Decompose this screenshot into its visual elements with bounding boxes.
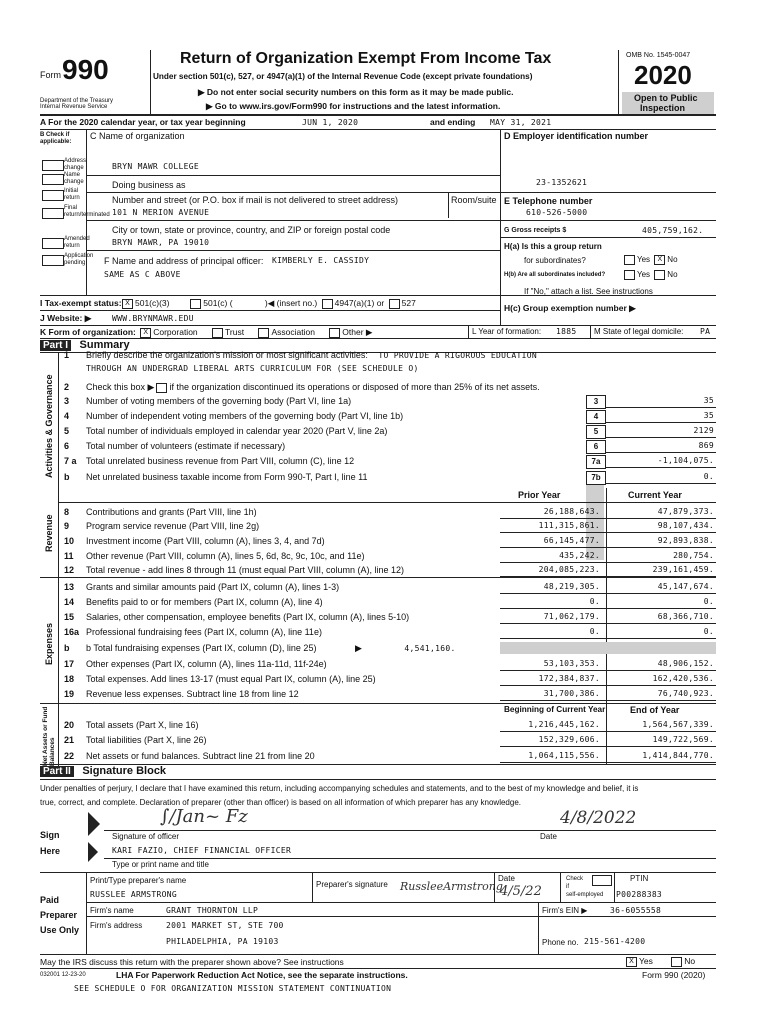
line-text: Total liabilities (Part X, line 26) (86, 735, 207, 745)
prior-year-value: 204,085,223. (538, 565, 600, 574)
form-subtitle: Under section 501(c), 527, or 4947(a)(1) of the Internal Revenue Code (except private foundations) (153, 72, 533, 81)
summary-row (64, 733, 207, 747)
dba-label: Doing business as (112, 180, 186, 190)
current-year-value: 47,879,373. (657, 507, 714, 516)
prior-year-value: 1,216,445,162. (528, 720, 600, 729)
sign-label: Sign (40, 830, 60, 840)
hb-note: If "No," attach a list. See instructions (524, 287, 653, 296)
summary-row (64, 657, 327, 671)
amended-return-checkbox[interactable] (42, 238, 64, 249)
prior-year-value: 172,384,837. (538, 674, 600, 683)
prior-year-value: 31,700,386. (543, 689, 600, 698)
current-year-value: 280,754. (673, 551, 714, 560)
room-suite-label: Room/suite (451, 195, 497, 205)
initial-return-label: Initial return (64, 188, 80, 201)
preparer-signature: RussleeArmstrong (400, 880, 503, 893)
irs-label: Internal Revenue Service (40, 104, 108, 110)
line-text: Net assets or fund balances. Subtract line 21 from line 20 (86, 751, 315, 761)
line-number: 21 (64, 735, 75, 745)
gov-row (64, 454, 354, 468)
amended-return-label: Amended return (64, 236, 90, 249)
part2-header (40, 765, 166, 777)
line16b-value: 4,541,160. (404, 644, 456, 653)
discuss-yes-label: Yes (639, 956, 653, 966)
city-label: City or town, state or province, country, and ZIP or foreign postal code (112, 225, 391, 235)
line-number: 16a (64, 627, 80, 637)
col-prior-year: Prior Year (518, 490, 561, 500)
check-if-label: Check (566, 876, 584, 882)
side-label-expenses: Expenses (44, 622, 54, 665)
prep-name-label: Print/Type preparer's name (90, 876, 187, 885)
527-checkbox[interactable] (389, 299, 400, 309)
summary-row (64, 672, 376, 686)
discuss-yes-no[interactable] (624, 956, 695, 967)
year-formation-value: 1885 (556, 327, 577, 336)
application-pending-label: Application pending (64, 253, 94, 266)
signature-officer-label: Signature of officer (112, 832, 180, 841)
side-label-revenue: Revenue (44, 514, 54, 552)
gov-value: 869 (698, 441, 714, 450)
line16b-row: b b Total fundraising expenses (Part IX, column (D), line 25) ▶ 4,541,160. (64, 643, 456, 653)
line-number: 6 (64, 441, 70, 451)
address-change-checkbox[interactable] (42, 160, 64, 171)
line-text: Professional fundraising fees (Part IX, column (A), line 11e) (86, 627, 322, 637)
state-domicile-label: M State of legal domicile: (594, 327, 684, 336)
line-text: Other revenue (Part VIII, column (A), lines 5, 6d, 8c, 9c, 10c, and 11e) (86, 551, 365, 561)
insert-no-label: )◀ (insert no.) (264, 298, 318, 308)
subordinates-label: for subordinates? (524, 256, 586, 265)
line-text: Total expenses. Add lines 13-17 (must equal Part IX, column (A), line 25) (86, 674, 376, 684)
line2-text: Check this box ▶ (86, 382, 155, 392)
other-checkbox[interactable] (329, 328, 340, 338)
line-text: Total unrelated business revenue from Part VIII, column (C), line 12 (86, 456, 355, 466)
current-year-value: 48,906,152. (657, 659, 714, 668)
gov-row (64, 424, 387, 438)
ha-yes-label: Yes (637, 255, 651, 265)
4947-checkbox[interactable] (322, 299, 333, 309)
line-box-number: 6 (586, 440, 606, 454)
principal-officer-address: SAME AS C ABOVE (104, 270, 181, 279)
prior-year-value: 0. (589, 597, 600, 606)
prior-year-value: 53,103,353. (543, 659, 600, 668)
subordinates-included-label: H(b) Are all subordinates included? (504, 272, 606, 278)
firm-name-label: Firm's name (90, 906, 134, 915)
hb-yes-label: Yes (637, 270, 651, 280)
current-year-value: 92,893,838. (657, 536, 714, 545)
officer-name-title: KARI FAZIO, CHIEF FINANCIAL OFFICER (112, 846, 292, 855)
if-label: if (566, 884, 569, 890)
summary-row (64, 610, 409, 624)
part1-title: Summary (79, 339, 130, 351)
line-box-number: 7a (586, 455, 606, 469)
ssn-note: ▶ Do not enter social security numbers on this form as it may be made public. (198, 87, 514, 97)
501c-checkbox[interactable] (190, 299, 201, 309)
prior-year-value: 152,329,606. (538, 735, 600, 744)
ptin-label: PTIN (630, 874, 649, 883)
name-change-checkbox[interactable] (42, 174, 64, 185)
telephone-label: E Telephone number (504, 196, 593, 206)
discuss-yes-checkbox[interactable]: X (626, 957, 637, 967)
line-text: Salaries, other compensation, employee benefits (Part IX, column (A), lines 5-10) (86, 612, 410, 622)
line-number: 19 (64, 689, 75, 699)
address-change-label: Address change (64, 158, 87, 171)
association-checkbox[interactable] (258, 328, 269, 338)
line-box-number: 7b (586, 471, 606, 485)
prep-date-label: Date (498, 874, 515, 883)
summary-row (64, 549, 364, 563)
principal-officer-label: F Name and address of principal officer: (104, 256, 264, 266)
summary-row (64, 749, 315, 763)
and-ending-label: and ending (430, 117, 476, 127)
line-number: 7 a (64, 456, 77, 466)
tax-year-end: MAY 31, 2021 (490, 118, 552, 127)
sign-arrow-icon (88, 812, 100, 836)
line-text: Grants and similar amounts paid (Part IX, column (A), lines 1-3) (86, 582, 340, 592)
hb-yes-checkbox[interactable] (624, 270, 635, 280)
open-line1: Open to Public (634, 93, 698, 103)
line-number: 10 (64, 536, 75, 546)
final-return-checkbox[interactable] (42, 208, 64, 219)
hb-no-label: No (667, 270, 678, 280)
line-number: 18 (64, 674, 75, 684)
col-current-year: Current Year (628, 490, 682, 500)
line-number: 13 (64, 582, 75, 592)
line1-row: 1 Briefly describe the organization's mission or most significant activities: TO PROVIDE A RIGOROUS EDUCATION (64, 350, 537, 360)
line-text: Number of voting members of the governing body (Part VI, line 1a) (86, 396, 352, 406)
preparer-date: 4/5/22 (500, 884, 542, 899)
self-employed-label: self-employed (566, 892, 604, 898)
line2-row: 2 Check this box ▶ if the organization discontinued its operations or disposed of more than 25% of its net assets. (64, 382, 540, 392)
gov-row (64, 409, 403, 423)
line-text: Benefits paid to or for members (Part IX, column (A), line 4) (86, 597, 323, 607)
line-text: Program service revenue (Part VIII, line 2g) (86, 521, 260, 531)
current-year-value: 162,420,536. (652, 674, 714, 683)
association-label: Association (271, 327, 315, 337)
gov-row (64, 470, 367, 484)
mission-line1: TO PROVIDE A RIGOROUS EDUCATION (378, 351, 537, 360)
line-text: Total revenue - add lines 8 through 11 (must equal Part VIII, column (A), line 12) (86, 565, 404, 575)
527-label: 527 (401, 298, 416, 308)
omb-number: OMB No. 1545-0047 (626, 52, 691, 59)
form-number: 990 (62, 54, 109, 85)
form-code: 032001 12-23-20 (40, 972, 86, 978)
phone-no-label: Phone no. (542, 938, 579, 947)
prior-year-value: 111,315,861. (538, 521, 600, 530)
org-name: BRYN MAWR COLLEGE (112, 162, 199, 171)
firm-name: GRANT THORNTON LLP (166, 906, 259, 915)
paid-label: Paid (40, 895, 60, 905)
prior-year-value: 71,062,179. (543, 612, 600, 621)
gov-value: 0. (703, 472, 714, 481)
line-number: 17 (64, 659, 75, 669)
prior-year-value: 26,188,643. (543, 507, 600, 516)
501c3-label: 501(c)(3) (135, 298, 170, 308)
group-return-label: H(a) Is this a group return (504, 242, 602, 251)
501c-label: 501(c) ( (203, 298, 233, 308)
firm-address-label: Firm's address (90, 921, 143, 930)
part1-label: Part I (40, 340, 71, 351)
501c3-checkbox[interactable]: X (122, 299, 133, 309)
line-number: 5 (64, 426, 70, 436)
tax-exempt-options (120, 298, 416, 309)
schedule-o-note: SEE SCHEDULE O FOR ORGANIZATION MISSION STATEMENT CONTINUATION (74, 984, 392, 993)
summary-row (64, 505, 257, 519)
type-name-label: Type or print name and title (112, 860, 209, 869)
org-name-label: C Name of organization (90, 131, 185, 141)
summary-row (64, 595, 323, 609)
hb-no-checkbox[interactable] (654, 270, 665, 280)
ptin-value: P00288383 (616, 890, 663, 899)
line-number: 3 (64, 396, 70, 406)
preparer-label: Preparer (40, 910, 78, 920)
corporation-label: Corporation (153, 327, 198, 337)
summary-row (64, 519, 259, 533)
tax-year: 2020 (634, 60, 692, 90)
line-number: 12 (64, 565, 75, 575)
part2-title: Signature Block (82, 765, 167, 777)
line-box-number: 3 (586, 395, 606, 409)
trust-checkbox[interactable] (212, 328, 223, 338)
firm-ein: 36-6055558 (610, 906, 662, 915)
current-year-value: 239,161,459. (652, 565, 714, 574)
current-year-value: 1,564,567,339. (642, 720, 714, 729)
line-number: b (64, 472, 70, 482)
tax-exempt-label: I Tax-exempt status: (40, 298, 122, 308)
check-applicable-label: B Check if applicable: (40, 132, 72, 145)
line-a-label: A For the 2020 calendar year, or tax year beginning (40, 117, 246, 127)
side-label-activities: Activities & Governance (44, 374, 54, 478)
gov-value: 35 (703, 411, 714, 420)
current-year-value: 76,740,923. (657, 689, 714, 698)
line-text: Total number of volunteers (estimate if necessary) (86, 441, 286, 451)
line-number: 9 (64, 521, 70, 531)
discuss-question: May the IRS discuss this return with the preparer shown above? See instructions (40, 957, 344, 967)
line-number: 8 (64, 507, 70, 517)
hc-label: H(c) Group exemption number ▶ (504, 303, 636, 313)
state-domicile-value: PA (700, 327, 711, 336)
use-only-label: Use Only (40, 925, 80, 935)
col-beginning-year: Beginning of Current Year (504, 705, 606, 714)
form-of-org-label: K Form of organization: (40, 327, 136, 337)
4947-label: 4947(a)(1) or (334, 298, 385, 308)
current-year-value: 68,366,710. (657, 612, 714, 621)
line-number: 15 (64, 612, 75, 622)
prep-signature-label: Preparer's signature (316, 880, 388, 889)
line-number: 22 (64, 751, 75, 761)
current-year-value: 149,722,569. (652, 735, 714, 744)
line16b-text: b Total fundraising expenses (Part IX, column (D), line 25) (86, 643, 317, 653)
preparer-name: RUSSLEE ARMSTRONG (90, 890, 177, 899)
other-label: Other ▶ (342, 327, 373, 337)
discuss-no-checkbox[interactable] (671, 957, 682, 967)
line-number: 4 (64, 411, 70, 421)
side-label-net-assets: Net Assets or Fund Balances (42, 706, 56, 766)
line-number: 14 (64, 597, 75, 607)
prior-year-value: 48,219,305. (543, 582, 600, 591)
ha-no-label: No (667, 255, 678, 265)
form-title: Return of Organization Exempt From Income Tax (180, 50, 552, 67)
line-text: Contributions and grants (Part VIII, line 1h) (86, 507, 257, 517)
prior-year-value: 1,064,115,556. (528, 751, 600, 760)
perjury-line2: true, correct, and complete. Declaration of preparer (other than officer) is based on all information of which preparer has any knowledge. (40, 798, 521, 807)
gross-receipts-label: G Gross receipts $ (504, 227, 567, 234)
discuss-no-label: No (684, 956, 696, 966)
here-label: Here (40, 846, 61, 856)
line-box-number: 5 (586, 425, 606, 439)
corporation-checkbox[interactable]: X (140, 328, 151, 338)
date-label: Date (540, 832, 557, 841)
application-pending-checkbox[interactable] (42, 255, 64, 266)
dept-treasury: Department of the Treasury (40, 98, 114, 104)
gov-value: 2129 (693, 426, 714, 435)
firm-phone: 215-561-4200 (584, 937, 646, 946)
summary-row (64, 563, 404, 577)
line-text: Total number of individuals employed in calendar year 2020 (Part V, line 2a) (86, 426, 388, 436)
perjury-line1: Under penalties of perjury, I declare that I have examined this return, including accompanying schedules and statements, and to the best of my knowledge and belief, it is (40, 784, 639, 793)
ha-yes-checkbox[interactable] (624, 255, 635, 265)
line-text: Revenue less expenses. Subtract line 18 from line 12 (86, 689, 299, 699)
telephone-value: 610-526-5000 (526, 208, 588, 217)
open-line2: Inspection (640, 103, 686, 113)
website-value[interactable]: WWW.BRYNMAWR.EDU (112, 314, 194, 323)
prior-year-value: 0. (589, 627, 600, 636)
line-text: Total assets (Part X, line 16) (86, 720, 199, 730)
col-end-year: End of Year (630, 705, 680, 715)
lha-notice: LHA For Paperwork Reduction Act Notice, see the separate instructions. (116, 970, 408, 980)
gross-receipts-value: 405,759,162. (642, 226, 704, 235)
principal-officer-name: KIMBERLY E. CASSIDY (272, 256, 370, 265)
discontinued-checkbox[interactable] (156, 383, 167, 393)
form-of-org (40, 327, 372, 338)
website-label: J Website: ▶ (40, 313, 92, 323)
ein-value: 23-1352621 (536, 178, 588, 187)
final-return-label: Final return/terminated (64, 205, 110, 218)
gov-row (64, 439, 285, 453)
trust-label: Trust (225, 327, 245, 337)
line-text: Investment income (Part VIII, column (A), lines 3, 4, and 7d) (86, 536, 325, 546)
city-state-zip: BRYN MAWR, PA 19010 (112, 238, 210, 247)
firm-ein-label: Firm's EIN ▶ (542, 906, 588, 915)
current-year-value: 0. (703, 627, 714, 636)
name-change-label: Name change (64, 172, 84, 185)
ha-no-checkbox[interactable]: X (654, 255, 665, 265)
firm-address-2: PHILADELPHIA, PA 19103 (166, 937, 279, 946)
summary-row (64, 718, 199, 732)
part2-label: Part II (40, 766, 74, 777)
summary-row (64, 687, 299, 701)
tax-year-begin: JUN 1, 2020 (302, 118, 359, 127)
line-box-number: 4 (586, 410, 606, 424)
hb-yes-no[interactable] (622, 270, 678, 280)
street-label: Number and street (or P.O. box if mail is not delivered to street address) (112, 195, 398, 205)
gov-value: 35 (703, 396, 714, 405)
summary-row (64, 534, 325, 548)
officer-signature: ∫/Jan~ Fz (160, 806, 248, 827)
form-word: Form (40, 70, 61, 80)
firm-address-1: 2001 MARKET ST, STE 700 (166, 921, 284, 930)
ha-yes-no[interactable] (622, 255, 678, 265)
summary-row (64, 625, 322, 639)
current-year-value: 45,147,674. (657, 582, 714, 591)
summary-row (64, 580, 339, 594)
sign-arrow-icon-2 (88, 842, 98, 862)
year-formation-label: L Year of formation: (472, 327, 542, 336)
line1-text: Briefly describe the organization's mission or most significant activities: (86, 350, 368, 360)
irs-link-note[interactable]: ▶ Go to www.irs.gov/Form990 for instructions and the latest information. (206, 101, 501, 111)
line-text: Other expenses (Part IX, column (A), lines 11a-11d, 11f-24e) (86, 659, 327, 669)
line-number: 11 (64, 551, 74, 561)
line-number: 20 (64, 720, 75, 730)
current-year-value: 1,414,844,770. (642, 751, 714, 760)
current-year-value: 0. (703, 597, 714, 606)
street-address: 101 N MERION AVENUE (112, 208, 210, 217)
prior-year-value: 66,145,477. (543, 536, 600, 545)
gov-value: -1,104,075. (657, 456, 714, 465)
officer-sign-date: 4/8/2022 (560, 808, 637, 828)
line2-text-b: if the organization discontinued its operations or disposed of more than 25% of its net assets. (169, 382, 540, 392)
self-employed-checkbox[interactable] (592, 875, 612, 886)
line-text: Number of independent voting members of the governing body (Part VI, line 1b) (86, 411, 404, 421)
current-year-value: 98,107,434. (657, 521, 714, 530)
ein-label: D Employer identification number (504, 131, 649, 141)
gov-row (64, 394, 351, 408)
prior-year-value: 435,242. (559, 551, 600, 560)
initial-return-checkbox[interactable] (42, 190, 64, 201)
mission-line2: THROUGH AN UNDERGRAD LIBERAL ARTS CURRICULUM FOR (SEE SCHEDULE O) (86, 364, 419, 373)
form-990-footer: Form 990 (2020) (642, 970, 706, 980)
line-text: Net unrelated business taxable income from Form 990-T, Part I, line 11 (86, 472, 368, 482)
